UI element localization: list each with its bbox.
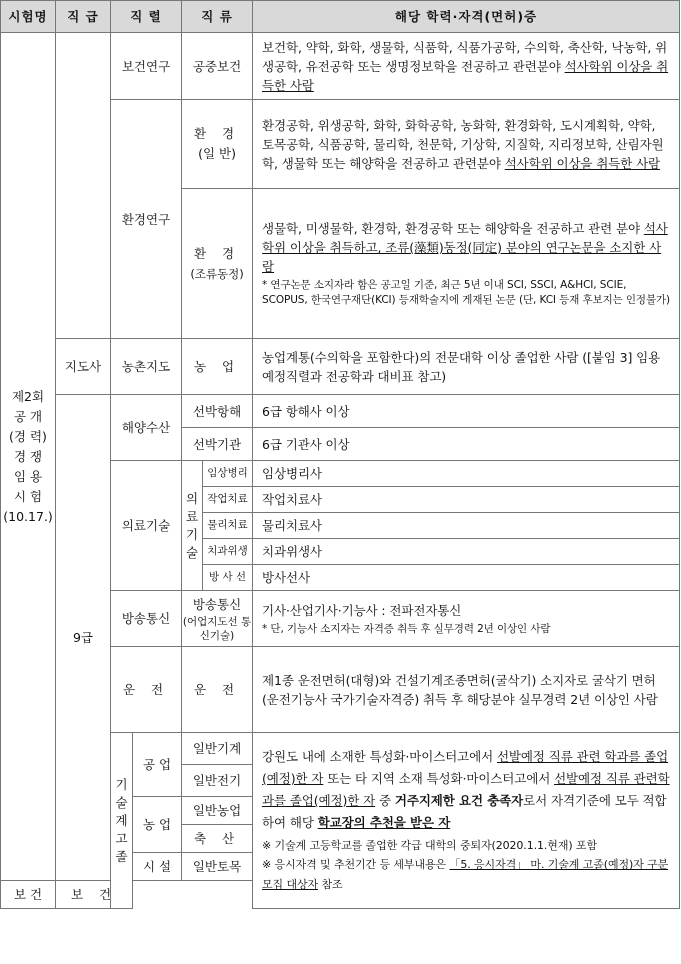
qual-bold-underlined: 학교장의 추천을 받은 자 (317, 815, 451, 830)
qual-text: 생물학, 미생물학, 환경학, 환경공학 또는 해양학을 전공하고 관련 분야 (262, 221, 644, 236)
qual-text: 기사·산업기사·기능사 : 전파전자통신 (262, 602, 462, 618)
qual-eng: 6급 기관사 이상 (253, 428, 680, 461)
category-medical-text: 의료기술 (185, 490, 199, 560)
grade-guidance: 지도사 (56, 339, 111, 395)
qual-agri-guide: 농업계통(수의학을 포함한다)의 전문대학 이상 졸업한 사람 ([붙임 3] 임용예정직렬과 전공학과 대비표 참고) (253, 339, 680, 395)
qual-text: 보건학, 약학, 화학, 생물학, 식품학, 식품가공학, 수의학, 축산학, 낙농학, 위생공학, 유전공학 또는 생명정보학을 전공하고 관련분야 (262, 39, 668, 74)
exam-line: 시 험 (13, 488, 43, 504)
header-category: 직 류 (182, 1, 253, 33)
category-line: (조류동정) (190, 266, 244, 281)
qual-text: 중 (375, 793, 395, 808)
grade-9: 9급 (56, 395, 111, 881)
series-agri-guide: 농촌지도 (111, 339, 182, 395)
qual-note: * 연구논문 소지자라 함은 공고일 기준, 최근 5년 이내 SCI, SSCI, A&HCI, SCIE, SCOPUS, 한국연구재단(KCI) 등재학술지에 게재된 논문 (단, KCI 등재 후보지는 인정불가) (262, 279, 671, 306)
qual-note-text: 참조 (318, 878, 343, 891)
category-line: 환 경 (193, 245, 241, 261)
category-line: (일 반) (198, 146, 236, 161)
qual-driving: 제1종 운전면허(대형)와 건설기계조종면허(굴삭기) 소지자로 굴삭기 면허(운전기능사 국가기술자격증) 취득 후 해당분야 실무경력 2년 이상인 사람 (253, 647, 680, 733)
sub-medical: 물리치료 (203, 513, 253, 539)
qual-underlined: 선발예정 직류 관련학과를 졸업(예정)한 자 (262, 771, 670, 808)
exam-line: 임 용 (13, 468, 43, 484)
qual-note-text: ※ 응시자격 및 추천기간 등 세부내용은 (262, 858, 450, 871)
header-grade: 직 급 (56, 1, 111, 33)
qual-text: 강원도 내에 소재한 특성화·마이스터고에서 (262, 749, 497, 764)
exam-name-cell (1, 33, 56, 881)
qual-medical: 임상병리사 (253, 461, 680, 487)
tech-category: 일반전기 (182, 765, 253, 797)
tech-group: 농 업 (133, 797, 182, 853)
tech-category: 일반기계 (182, 733, 253, 765)
exam-line: (경 력) (9, 428, 47, 444)
qual-underlined: 석사학위 이상을 취득하고, 조류(藻類)동정(同定) 분야의 연구논문을 소지한 사람 (262, 221, 668, 274)
sub-medical: 치과위생 (203, 539, 253, 565)
series-env: 환경연구 (111, 100, 182, 339)
series-medical: 의료기술 (111, 461, 182, 591)
qual-public-health (253, 33, 680, 100)
series-tech-text: 기술계 고졸 (115, 776, 128, 864)
category-medical (182, 461, 203, 591)
header-row (1, 1, 680, 33)
qual-text: 또는 타 지역 소재 특성화·마이스터고에서 (323, 771, 555, 786)
category-broadcast (182, 591, 253, 647)
qual-underlined: 석사학위 이상을 취득한 사람 (262, 58, 669, 93)
exam-line: 제2회 (11, 388, 45, 404)
exam-line: 경 쟁 (13, 448, 43, 464)
series-broadcast: 방송통신 (111, 591, 182, 647)
qual-note: ※ 기술계 고등학교를 졸업한 각급 대학의 중퇴자(2020.1.1.현재) 포함 (262, 839, 597, 852)
qual-medical: 방사선사 (253, 565, 680, 591)
qual-note: * 단, 기능사 소지자는 자격증 취득 후 실무경력 2년 이상인 사람 (262, 622, 551, 635)
tech-group: 공 업 (133, 733, 182, 797)
sub-medical: 작업치료 (203, 487, 253, 513)
qual-bold: 거주지제한 요건 충족자 (394, 793, 524, 808)
series-health: 보건연구 (111, 33, 182, 100)
tech-category: 일반농업 (182, 797, 253, 825)
row-agri-guide (1, 339, 680, 395)
qual-tech (253, 733, 680, 909)
qual-nav: 6급 항해사 이상 (253, 395, 680, 428)
tech-category: 보 건 (56, 881, 133, 909)
category-env-general (182, 100, 253, 189)
qual-underlined: 선발예정 직류 관련 학과를 졸업(예정)한 자 (262, 749, 669, 786)
category-agri: 농 업 (182, 339, 253, 395)
qual-env-algae (253, 189, 680, 339)
qual-text: 환경공학, 위생공학, 화학, 화학공학, 농화학, 환경화학, 도시계획학, 약학, 토목공학, 식품공학, 물리학, 천문학, 기상학, 지질학, 지리정보학, 산림자원학, 생물학 또는 해양학을 전공하고 관련분야 (262, 117, 664, 171)
qual-medical: 치과위생사 (253, 539, 680, 565)
category-line: 환 경 (193, 126, 241, 141)
row-health (1, 33, 680, 100)
category-sub: (어업지도선 통신기술) (182, 615, 252, 642)
category-env-algae (182, 189, 253, 339)
exam-line: 공 개 (13, 408, 43, 424)
category-public-health: 공중보건 (182, 33, 253, 100)
exam-line: (10.17.) (3, 508, 53, 524)
header-exam: 시험명 (1, 1, 56, 33)
sub-medical: 임상병리 (203, 461, 253, 487)
qual-underlined: 석사학위 이상을 취득한 사람 (504, 155, 661, 171)
category-line: 방송통신 (192, 596, 242, 612)
qual-env-general (253, 100, 680, 189)
tech-category: 일반토목 (182, 853, 253, 881)
series-driving: 운 전 (111, 647, 182, 733)
qual-text: 로서 자격기준에 모두 적합하여 해당 (262, 793, 667, 830)
category-driving: 운 전 (182, 647, 253, 733)
category-eng: 선박기관 (182, 428, 253, 461)
header-series: 직 렬 (111, 1, 182, 33)
qual-note-underlined: 「5. 응시자격」 마. 기술계 고졸(예정)자 구분모집 대상자 (262, 858, 669, 891)
tech-category: 축 산 (182, 825, 253, 853)
qual-broadcast (253, 591, 680, 647)
row-marine-nav (1, 395, 680, 428)
grade-research (56, 33, 111, 339)
series-marine: 해양수산 (111, 395, 182, 461)
sub-medical: 방 사 선 (203, 565, 253, 591)
header-qualification: 해당 학력·자격(면허)증 (253, 1, 680, 33)
tech-group: 시 설 (133, 853, 182, 881)
tech-group: 보 건 (1, 881, 56, 909)
qual-medical: 작업치료사 (253, 487, 680, 513)
category-nav: 선박항해 (182, 395, 253, 428)
qual-medical: 물리치료사 (253, 513, 680, 539)
qual-note (262, 855, 671, 895)
